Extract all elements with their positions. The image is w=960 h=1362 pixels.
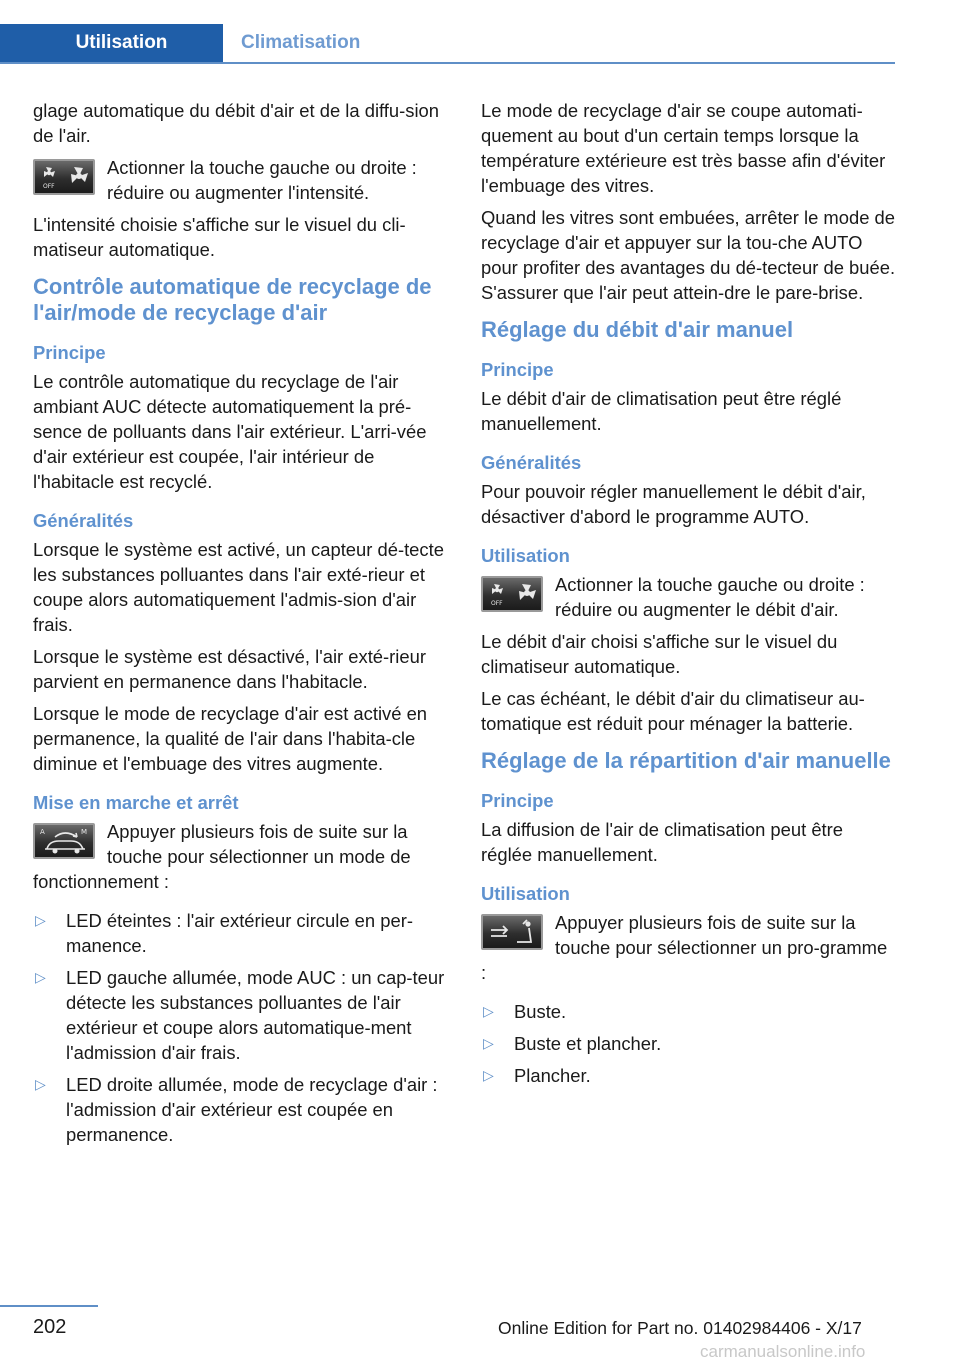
edition-note: Online Edition for Part no. 01402984406 - X/17 [498,1318,862,1338]
header-tabbar [0,24,895,64]
subheading-principe: Principe [481,790,554,811]
paragraph: La diffusion de l'air de climatisation peut être réglée manuellement. [481,819,844,865]
air-distribution-button-icon [481,914,543,950]
paragraph: Le mode de recyclage d'air se coupe automati-quement au bout d'un certain temps lorsque la température extérieure est très basse afin d'éviter l'embuage des vitres. [481,100,886,196]
mode-list [33,908,448,1147]
list-item: ▷ LED droite allumée, mode de recyclage d'air : l'admission d'air extérieur est coupée en permanence. [33,1072,448,1147]
paragraph: Le débit d'air choisi s'affiche sur le visuel du climatiseur automatique. [481,631,838,677]
paragraph: Lorsque le système est activé, un capteur dé-tecte les substances polluantes dans l'air exté-rieur et coupe alors automatiquement l'admis-sion d'air frais. [33,539,444,635]
fan-button-instruction [481,572,896,622]
subheading-utilisation: Utilisation [481,883,570,904]
paragraph: Le cas échéant, le débit d'air du climatiseur au-tomatique est réduit pour ménager la batterie. [481,688,865,734]
program-list [481,999,896,1088]
paragraph: Lorsque le mode de recyclage d'air est activé en permanence, la qualité de l'air dans l'habita-cle diminue et l'embuage des vitres augmente. [33,703,428,774]
paragraph: Le débit d'air de climatisation peut être réglé manuellement. [481,388,842,434]
instruction-text: Appuyer plusieurs fois de suite sur la touche pour sélectionner un pro-gramme : [481,912,888,983]
svg-text:A: A [40,828,45,836]
fan-button-icon [33,159,95,195]
paragraph: L'intensité choisie s'affiche sur le visuel du cli-matiseur automatique. [33,214,406,260]
paragraph: Le contrôle automatique du recyclage de l'air ambiant AUC détecte automatiquement la pré-sence de polluants dans l'air extérieur. L'arri-vée d'air extérieur est coupée, l'air intérieur de l'habitacle est recyclé. [33,371,427,492]
subheading-principe: Principe [481,359,554,380]
subheading-generalites: Généralités [33,510,134,531]
paragraph: Pour pouvoir régler manuellement le débit d'air, désactiver d'abord le programme AUTO. [481,481,866,527]
subheading-utilisation: Utilisation [481,545,570,566]
svg-text:OFF: OFF [491,600,503,607]
page-number: 202 [33,1316,67,1338]
tab-climatisation[interactable]: Climatisation [241,32,361,53]
left-column [33,98,448,1154]
recirculation-button-instruction [33,819,448,894]
paragraph: Lorsque le système est désactivé, l'air exté-rieur parvient en permanence dans l'habitacle. [33,646,426,692]
list-item: ▷ LED gauche allumée, mode AUC : un cap-teur détecte les substances polluantes de l'air extérieur et coupe alors automatique-ment l'admission d'air frais. [33,965,448,1065]
list-item: ▷ LED éteintes : l'air extérieur circule en per-manence. [33,908,448,958]
svg-text:M: M [81,828,88,836]
fan-button-instruction [33,155,448,205]
subheading-principe: Principe [33,342,106,363]
section-heading-recyclage: Contrôle automatique de recyclage de l'air/mode de recyclage d'air [33,274,432,325]
fan-button-icon [481,576,543,612]
air-recirculation-button-icon [33,823,95,859]
list-item: ▷ Buste et plancher. [481,1031,896,1056]
distribution-button-instruction [481,910,896,985]
paragraph: glage automatique du débit d'air et de la diffu-sion de l'air. [33,100,440,146]
instruction-text: Actionner la touche gauche ou droite : réduire ou augmenter l'intensité. [107,157,417,203]
svg-text:OFF: OFF [43,183,55,190]
subheading-generalites: Généralités [481,452,582,473]
tab-utilisation[interactable]: Utilisation [0,24,223,62]
subheading-mise-en-marche: Mise en marche et arrêt [33,792,239,813]
right-column [481,98,896,1095]
section-heading-repartition: Réglage de la répartition d'air manuelle [481,748,891,773]
watermark: carmanualsonline.info [700,1342,866,1361]
instruction-text: Appuyer plusieurs fois de suite sur la touche pour sélectionner un mode de fonctionnement : [33,821,411,892]
footer-divider [0,1305,98,1307]
section-heading-debit: Réglage du débit d'air manuel [481,317,794,342]
list-item: ▷ Plancher. [481,1063,896,1088]
instruction-text: Actionner la touche gauche ou droite : réduire ou augmenter le débit d'air. [555,574,865,620]
paragraph: Quand les vitres sont embuées, arrêter le mode de recyclage d'air et appuyer sur la tou-che AUTO pour profiter des avantages du dé-tecteur de buée. S'assurer que l'air peut attein-dre le pare-brise. [481,207,896,303]
list-item: ▷ Buste. [481,999,896,1024]
